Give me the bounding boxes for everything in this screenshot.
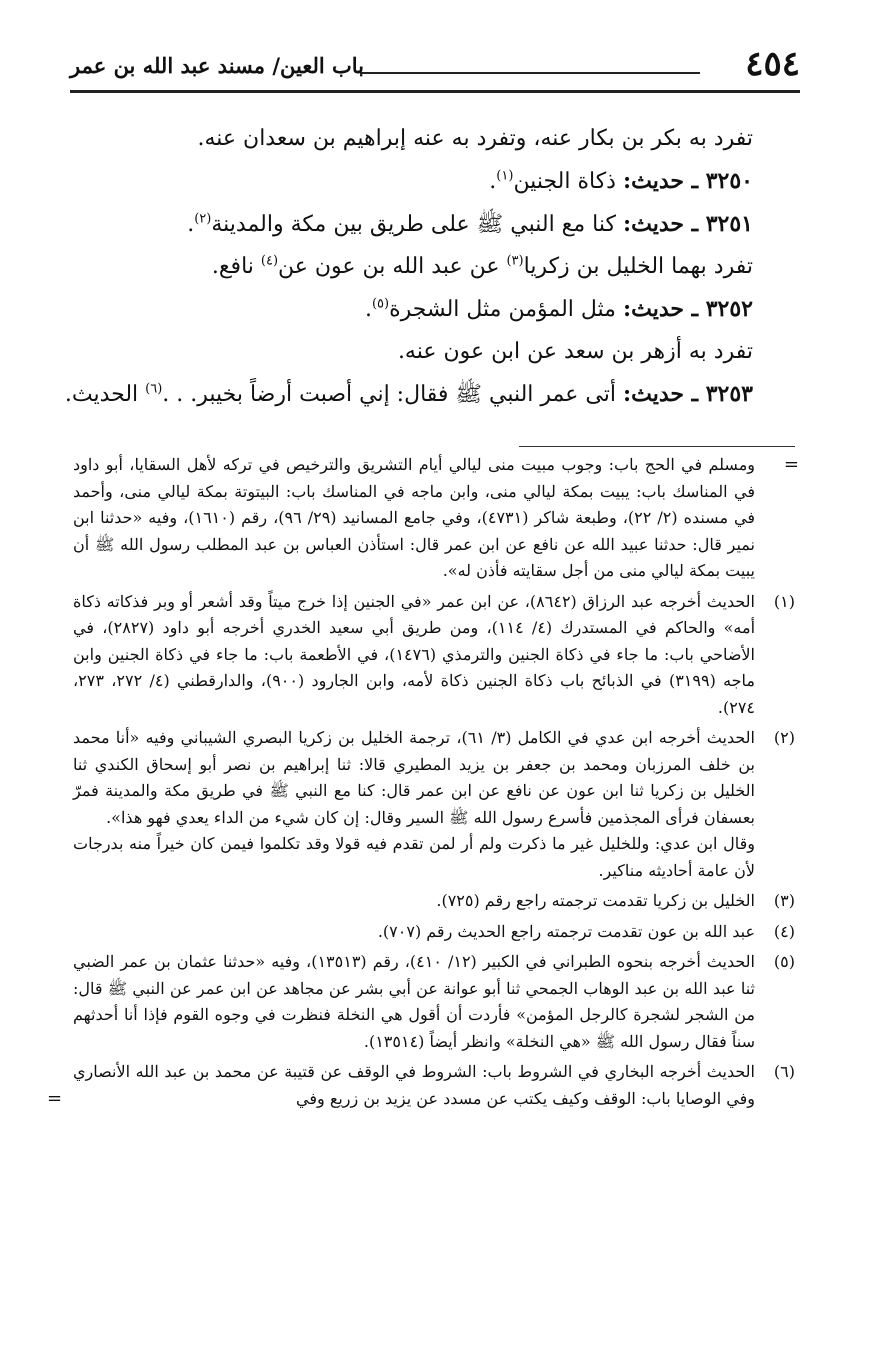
- footnote-item: [73, 589, 795, 722]
- hadith-entry: ٣٢٥١ ـ حديث: كنا مع النبي ﷺ على طريق بين مكة والمدينة$^{(٢)}$.: [187, 211, 753, 237]
- footnote-text: الحديث أخرجه عبد الرزاق (٨٦٤٢)، عن ابن عمر «في الجنين إذا خرج ميتاً وقد أشعر أو وبر فذكاته ذكاة أمه» والحاكم في المستدرك (٤/ ١١٤)، ومن طريق أبي سعيد الخدري أخرجه أبو داود (٢٨٢٧)، في الأضاحي باب: ما جاء في ذكاة الجنين والترمذي (١٤٧٦)، في الأطعمة باب: ما جاء في ذكاة الجنين وابن ماجه (٣١٩٩) في الذبائح باب ذكاة الجنين ذكاة لأمه، وابن الجارود (٩٠٠)، والدارقطني (٤/ ٢٧٢، ٢٧٣، ٢٧٤).: [73, 591, 756, 717]
- footnote-text: الحديث أخرجه ابن عدي في الكامل (٣/ ٦١)، ترجمة الخليل بن زكريا البصري الشيباني وفيه «أنا محمد بن خلف المرزبان ومحمد بن جعفر بن يزيد المطيري قالا: ثنا إبراهيم بن نصر أبو إسحاق الكندي ثنا الخليل بن زكريا ثنا ابن عون عن نافع عن ابن عمر قال: كنا مع النبي ﷺ في طريق مكة والمدينة فمرّ بعسفان فرأى المجذمين فأسرع رسول الله ﷺ السير وقال: إن كان شيء من الداء يعدي فهو هذا».: [73, 728, 755, 827]
- footnote-item: [47, 1059, 795, 1112]
- footnote-ref[interactable]: (٣): [506, 253, 524, 269]
- footnote-ref[interactable]: (٤): [260, 253, 279, 269]
- footnote-text: الحديث أخرجه بنحوه الطبراني في الكبير (١٢/ ٤١٠)، رقم (١٣٥١٣)، وفيه «حدثنا عثمان بن عمر الضبي ثنا عبد الله بن عبد الوهاب الجمحي ثنا أبو عوانة عن أبي بشر عن مجاهد عن ابن عمر عن النبي ﷺ قال: من الشجر لشجرة كالرجل المؤمن» فأردت أن أقول هي النخلة فنظرت في وجوه القوم فإذا أنا أحدثهم سناً فقال رسول الله ﷺ «هي النخلة» وانظر أيضاً (١٣٥١٤).: [73, 952, 756, 1051]
- hadith-number: ٣٢٥٠ ـ حديث:: [622, 168, 753, 194]
- hadith-number: ٣٢٥٣ ـ حديث:: [622, 381, 753, 407]
- footnote-number: (٤): [773, 921, 795, 941]
- hadith-number: ٣٢٥١ ـ حديث:: [622, 211, 753, 237]
- footnote-number: (٦): [773, 1062, 795, 1081]
- footnote-separator: [519, 446, 795, 447]
- page-header: [70, 30, 800, 90]
- footnote-item: [73, 949, 795, 1055]
- hadith-number: ٣٢٥٢ ـ حديث:: [622, 296, 753, 322]
- footnote-text: الحديث أخرجه البخاري في الشروط باب: الشروط في الوقف عن قتيبة عن محمد بن عبد الله الأنصاري وفي الوصايا باب: الوقف وكيف يكتب عن مسدد عن يزيد بن زريع وفي: [73, 1062, 755, 1108]
- hadith-entry: ٣٢٥٠ ـ حديث: ذكاة الجنين$^{(١)}$.: [489, 168, 753, 194]
- footnote-text: وقال ابن عدي: وللخليل غير ما ذكرت ولم أر لمن تقدم فيه قولا وقد تكلموا فيمن كان خيراً منه بدرجات لأن عامة أحاديثه مناكير.: [73, 834, 755, 880]
- footnote-number: (٣): [773, 891, 795, 910]
- main-line: تفرد به بكر بن بكار عنه، وتفرد به عنه إبراهيم بن سعدان عنه.: [197, 126, 753, 151]
- main-text: [63, 118, 753, 416]
- page-number: ٤٥٤: [745, 44, 800, 84]
- footnote-number: (١): [773, 591, 795, 611]
- continuation-mark: =: [783, 454, 799, 475]
- footnote-number: (٥): [773, 952, 795, 971]
- footnote-text: ومسلم في الحج باب: وجوب مبيت منى ليالي أيام التشريق والترخيص في تركه لأهل السقايا، أبو داود في المناسك باب: يبيت بمكة ليالي منى، وابن ماجه في المناسك باب: البيتوتة بمكة ليالي منى، وأحمد في مسنده (٢/ ٢٢)، وطبعة شاكر (٤٧٣١)، وفي جامع المسانيد (٢٩/ ٩٦)، رقم (١٦١٠)، وفيه «حدثنا ابن نمير قال: حدثنا عبيد الله عن نافع عن ابن عمر قال: استأذن العباس بن عبد المطلب رسول الله ﷺ أن يبيت بمكة ليالي منى من أجل سقايته فأذن له».: [73, 455, 756, 580]
- footnote-text: الخليل بن زكريا تقدمت ترجمته راجع رقم (٧٢٥).: [436, 891, 755, 910]
- footnote-number: (٢): [773, 728, 795, 747]
- main-line: تفرد بهما الخليل بن زكريا$^{(٣)}$ عن عبد الله بن عون عن$^{(٤)}$ نافع.: [211, 253, 753, 279]
- hadith-entry: ٣٢٥٢ ـ حديث: مثل المؤمن مثل الشجرة$^{(٥)}$.: [364, 296, 753, 322]
- header-rule: [70, 90, 800, 93]
- footnote-ref[interactable]: (٥): [371, 296, 390, 312]
- continuation-mark: =: [47, 1087, 63, 1109]
- footnotes: [47, 452, 799, 1116]
- main-line: تفرد به أزهر بن سعد عن ابن عون عنه.: [397, 339, 753, 364]
- footnote-item: [73, 725, 795, 884]
- footnote-item: [73, 888, 795, 915]
- footnote-text: عبد الله بن عون تقدمت ترجمته راجع الحديث رقم (٧٠٧).: [377, 921, 755, 941]
- footnote-ref[interactable]: (٦): [145, 381, 163, 397]
- running-title: باب العين/ مسند عبد الله بن عمر: [70, 53, 364, 78]
- footnote-ref[interactable]: (١): [496, 168, 514, 184]
- footnote-continuation: [73, 452, 799, 585]
- header-dash: [360, 72, 700, 74]
- footnote-item: [73, 919, 795, 946]
- hadith-entry: ٣٢٥٣ ـ حديث: أتى عمر النبي ﷺ فقال: إني أصبت أرضاً بخيبر. . .$^{(٦)}$ الحديث.: [64, 381, 753, 407]
- footnote-ref[interactable]: (٢): [194, 211, 212, 227]
